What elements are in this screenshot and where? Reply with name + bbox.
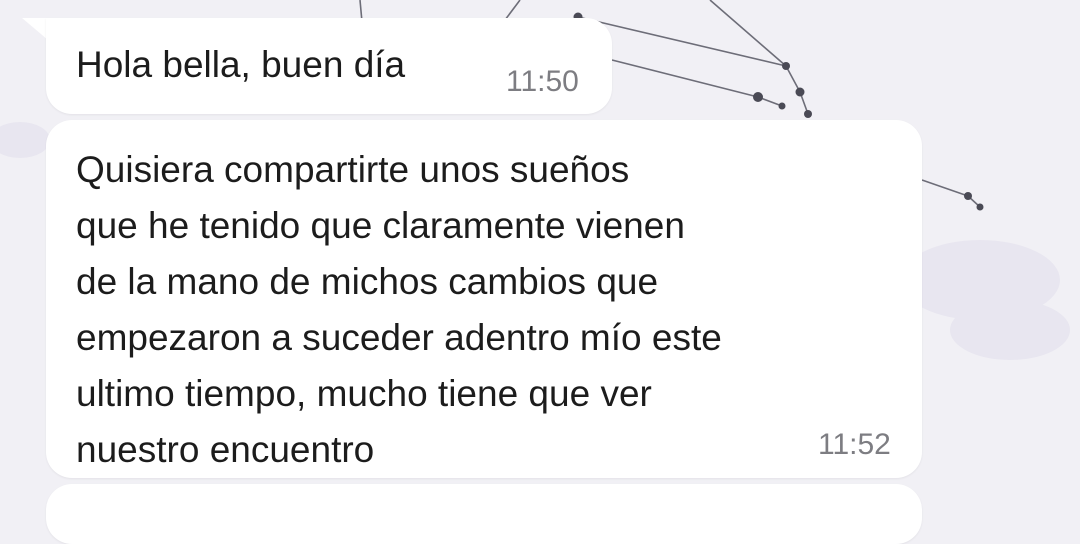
message-line: de la mano de michos cambios que bbox=[76, 261, 659, 302]
message-text: Hola bella, buen día bbox=[76, 44, 406, 85]
message-line: ultimo tiempo, mucho tiene que ver bbox=[76, 373, 652, 414]
message-tail bbox=[22, 18, 48, 40]
message-bubble-incoming[interactable] bbox=[46, 18, 612, 114]
message-text bbox=[76, 142, 722, 478]
message-line: empezaron a suceder adentro mío este bbox=[76, 317, 722, 358]
message-line: Quisiera compartirte unos sueños bbox=[76, 149, 630, 190]
message-bubble-partial[interactable] bbox=[46, 484, 922, 544]
message-bubble-incoming[interactable] bbox=[46, 120, 922, 478]
message-line: nuestro encuentro bbox=[76, 429, 375, 470]
message-timestamp: 11:52 bbox=[818, 428, 891, 461]
message-line: que he tenido que claramente vienen bbox=[76, 205, 685, 246]
message-timestamp: 11:50 bbox=[506, 65, 579, 98]
